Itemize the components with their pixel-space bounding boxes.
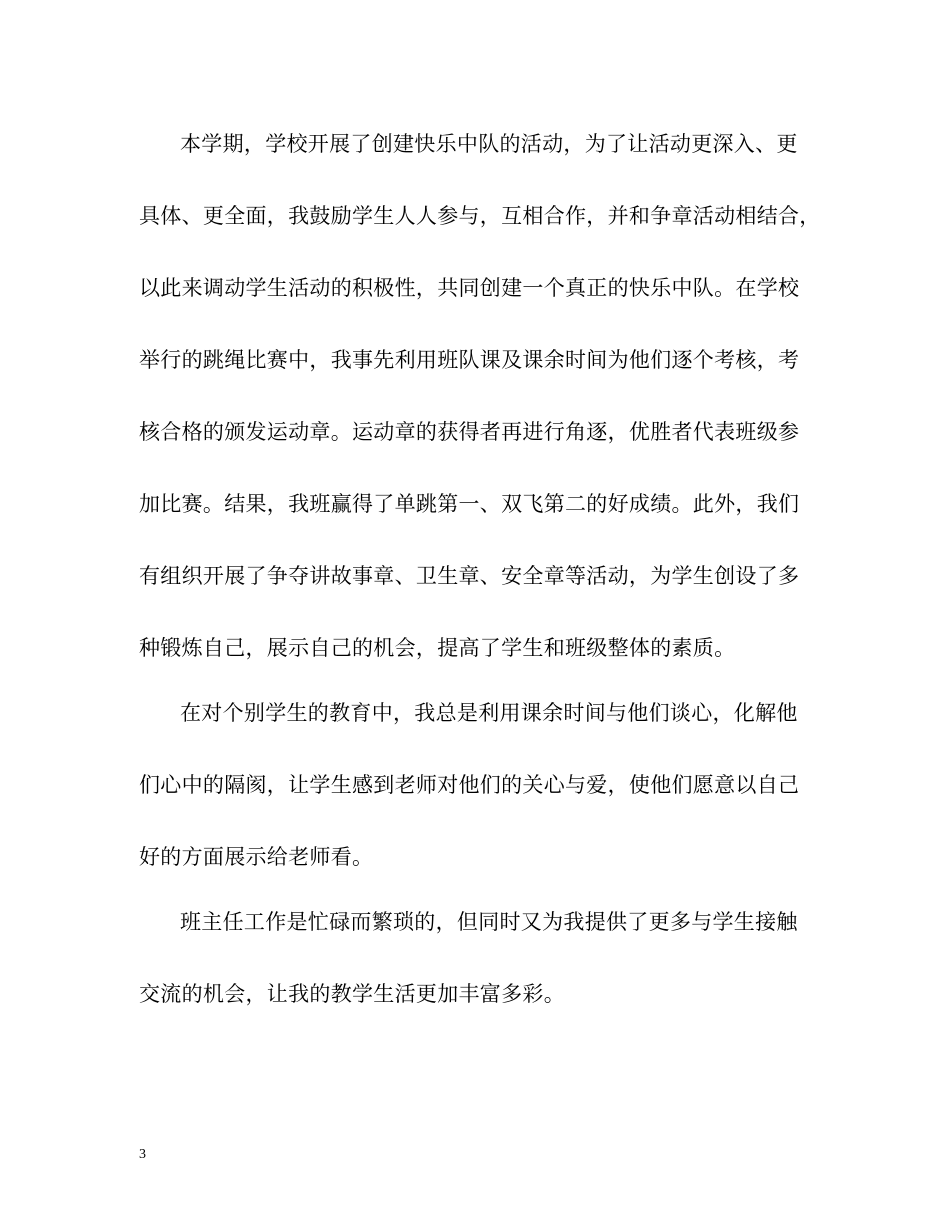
paragraph-2-line-3: 好的方面展示给老师看。 [139,845,374,869]
paragraph-1-line-4: 举行的跳绳比赛中，我事先利用班队课及课余时间为他们逐个考核，考 [139,348,800,372]
paragraph-1-line-1: 本学期，学校开展了创建快乐中队的活动，为了让活动更深入、更 [180,132,798,156]
paragraph-1-line-7: 有组织开展了争夺讲故事章、卫生章、安全章等活动，为学生创设了多 [139,564,800,588]
paragraph-1-line-5: 核合格的颁发运动章。运动章的获得者再进行角逐，优胜者代表班级参 [139,420,800,444]
paragraph-2-line-1: 在对个别学生的教育中，我总是利用课余时间与他们谈心，化解他 [180,701,798,725]
paragraph-1-line-8: 种锻炼自己，展示自己的机会，提高了学生和班级整体的素质。 [139,636,736,660]
paragraph-3-line-1: 班主任工作是忙碌而繁琐的，但同时又为我提供了更多与学生接触 [180,910,798,934]
paragraph-2-line-2: 们心中的隔阂，让学生感到老师对他们的关心与爱，使他们愿意以自己 [139,773,800,797]
paragraph-1-line-2: 具体、更全面，我鼓励学生人人参与，互相合作，并和争章活动相结合， [139,204,821,228]
paragraph-1-line-3: 以此来调动学生活动的积极性，共同创建一个真正的快乐中队。在学校 [139,276,800,300]
paragraph-3-line-2: 交流的机会，让我的教学生活更加丰富多彩。 [139,982,565,1006]
paragraph-1-line-6: 加比赛。结果，我班赢得了单跳第一、双飞第二的好成绩。此外，我们 [139,492,800,516]
page-number: 3 [139,1147,146,1162]
